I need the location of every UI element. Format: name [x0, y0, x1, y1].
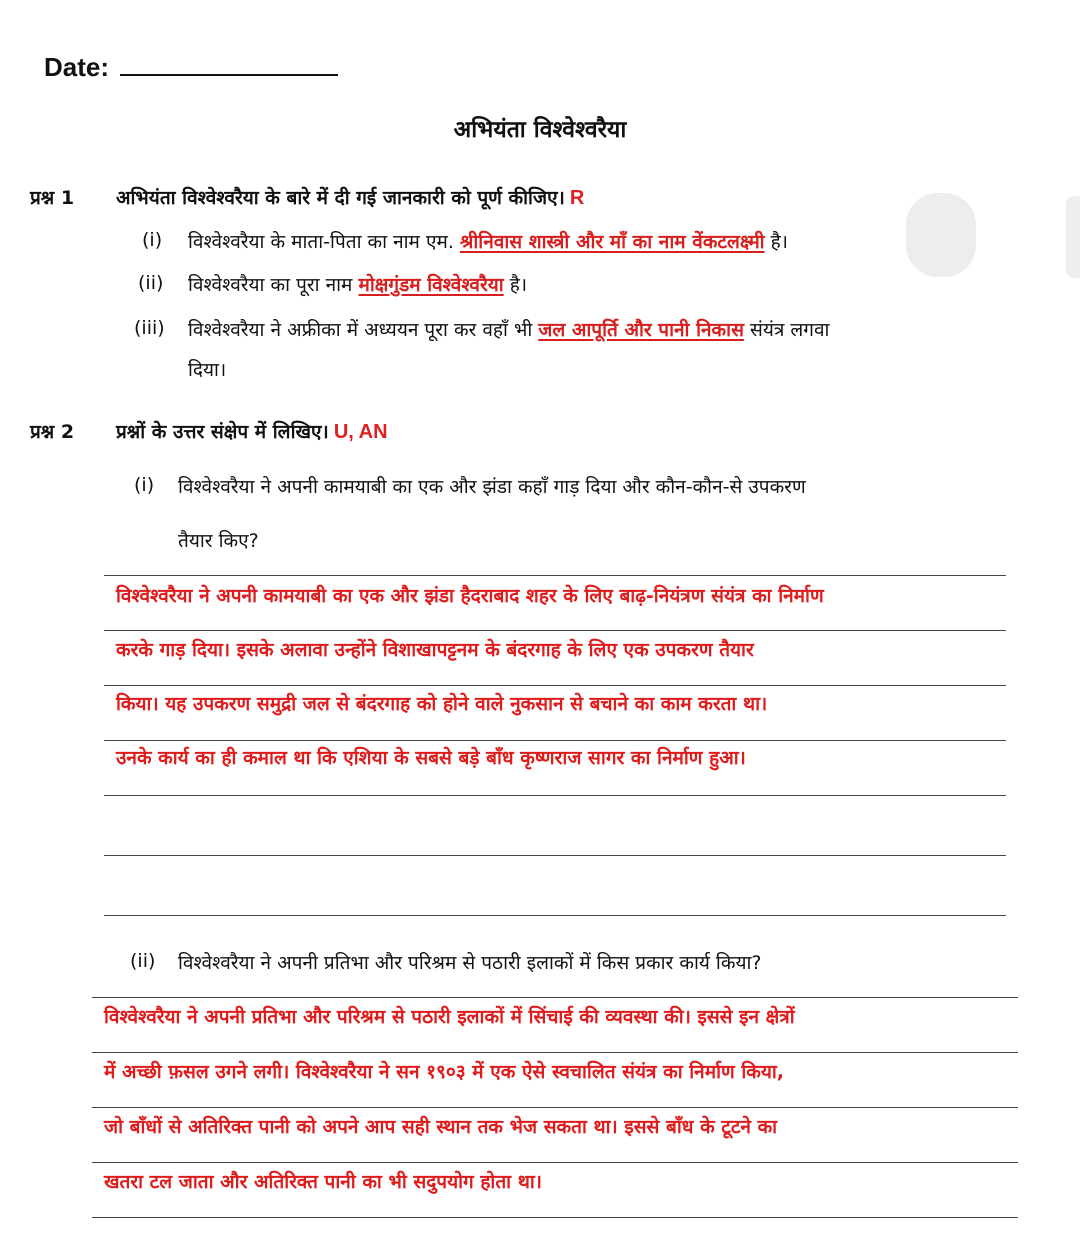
q1-item-3-answer: जल आपूर्ति और पानी निकास	[538, 319, 744, 341]
q2-sub2-num: (ii)	[130, 950, 156, 972]
q1-item-3-continuation: दिया।	[188, 359, 227, 381]
q2-text: प्रश्नों के उत्तर संक्षेप में लिखिए।	[116, 421, 329, 443]
q2-sub2-answer-line4: खतरा टल जाता और अतिरिक्त पानी का भी सदुपयोग होता था।	[104, 1171, 542, 1193]
q1-item-1-num: (i)	[142, 229, 163, 251]
q1-label: प्रश्न 1	[30, 187, 75, 209]
answer-rule	[92, 1162, 1018, 1163]
q1-item-1	[188, 228, 788, 254]
q2-sub1-question-line1: विश्वेश्वरैया ने अपनी कामयाबी का एक और झंडा कहाँ गाड़ दिया और कौन-कौन-से उपकरण	[178, 476, 806, 498]
date-field	[44, 52, 338, 83]
answer-rule	[104, 630, 1006, 631]
q1-item-2-after: है।	[509, 274, 528, 296]
edge-scroll-handle[interactable]	[1066, 196, 1080, 278]
q1-text: अभियंता विश्वेश्वरैया के बारे में दी गई जानकारी को पूर्ण कीजिए।	[116, 187, 565, 209]
q1-item-3-after: संयंत्र लगवा	[749, 319, 830, 341]
q1-heading	[116, 184, 584, 210]
q2-sub1-answer-line4: उनके कार्य का ही कमाल था कि एशिया के सबसे बड़े बाँध कृष्णराज सागर का निर्माण हुआ।	[116, 747, 746, 769]
q1-item-3-before: विश्वेश्वरैया ने अफ्रीका में अध्ययन पूरा कर वहाँ भी	[188, 319, 533, 341]
q2-sub2-answer-line1: विश्वेश्वरैया ने अपनी प्रतिभा और परिश्रम से पठारी इलाकों में सिंचाई की व्यवस्था की। इससे इन क्षेत्रों	[104, 1006, 795, 1028]
q1-item-3-num: (iii)	[134, 317, 165, 339]
q2-sub1-answer-line1: विश्वेश्वरैया ने अपनी कामयाबी का एक और झंडा हैदराबाद शहर के लिए बाढ़-नियंत्रण संयंत्र का निर्माण	[116, 585, 824, 607]
q2-sub2-question: विश्वेश्वरैया ने अपनी प्रतिभा और परिश्रम से पठारी इलाकों में किस प्रकार कार्य किया?	[178, 952, 762, 974]
q2-sub1-num: (i)	[134, 474, 155, 496]
q2-sub1-answer-line3: किया। यह उपकरण समुद्री जल से बंदरगाह को होने वाले नुकसान से बचाने का काम करता था।	[116, 693, 768, 715]
q1-item-2-num: (ii)	[138, 272, 164, 294]
q1-item-1-answer: श्रीनिवास शास्त्री और माँ का नाम वेंकटलक्ष्मी	[459, 231, 765, 253]
q2-tag: U, AN	[333, 421, 388, 443]
q1-item-2	[188, 271, 527, 297]
answer-rule	[104, 795, 1006, 796]
date-label: Date:	[44, 52, 110, 82]
q2-sub1-answer-line2: करके गाड़ दिया। इसके अलावा उन्होंने विशाखापट्टनम के बंदरगाह के लिए एक उपकरण तैयार	[116, 639, 754, 661]
q1-item-1-before: विश्वेश्वरैया के माता-पिता का नाम एम.	[188, 231, 454, 253]
q2-label: प्रश्न 2	[30, 421, 75, 443]
answer-rule	[104, 685, 1006, 686]
q2-sub1-question-line2: तैयार किए?	[178, 530, 259, 552]
page-smudge	[906, 193, 976, 277]
answer-rule	[92, 1107, 1018, 1108]
q2-sub2-answer-line3: जो बाँधों से अतिरिक्त पानी को अपने आप सही स्थान तक भेज सकता था। इससे बाँध के टूटने का	[104, 1116, 778, 1138]
answer-rule	[92, 1217, 1018, 1218]
worksheet-title: अभियंता विश्वेश्वरैया	[453, 117, 627, 143]
answer-rule	[104, 915, 1006, 916]
q1-tag: R	[569, 187, 585, 209]
q1-item-3	[188, 316, 829, 342]
answer-rule	[104, 575, 1006, 576]
q1-item-1-after: है।	[770, 231, 788, 253]
answer-rule	[92, 1052, 1018, 1053]
date-blank-line	[120, 52, 338, 76]
q2-heading	[116, 418, 388, 444]
answer-rule	[104, 855, 1006, 856]
q1-item-2-answer: मोक्षगुंडम विश्वेश्वरैया	[358, 274, 504, 296]
q2-sub2-answer-line2: में अच्छी फ़सल उगने लगी। विश्वेश्वरैया ने सन १९०३ में एक ऐसे स्वचालित संयंत्र का निर्माण किया,	[104, 1061, 785, 1083]
answer-rule	[92, 997, 1018, 998]
q1-item-2-before: विश्वेश्वरैया का पूरा नाम	[188, 274, 353, 296]
answer-rule	[104, 740, 1006, 741]
